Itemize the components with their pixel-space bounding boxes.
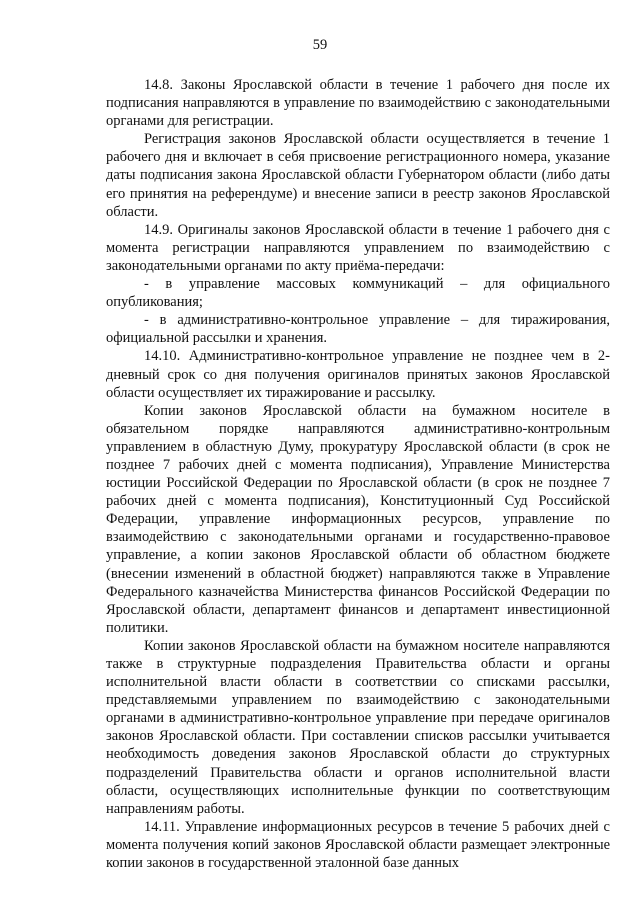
list-item-mass-communications: - в управление массовых коммуникаций – для официального опубликования;	[106, 276, 610, 311]
paragraph-copies-mandatory: Копии законов Ярославской области на бумажном носителе в обязательном порядке направляются административно-контрольным управлением в областную Думу, прокуратуру Ярославской области (в срок не позднее 7 рабочих дней с момента подписания), Управление Министерства юстиции Российской Федерации по Ярославской области (в срок не позднее 7 рабочих дней с момента подписания), Конституционный Суд Российской Федерации, управление информационных ресурсов, управление по взаимодействию с законодательными органами и государственно-правовое управление, а копии законов Ярославской области об областном бюджете (внесении изменений в областной бюджет) направляются также в Управление Федерального казначейства Министерства финансов Российской Федерации по Ярославской области, департамент финансов и департамент инвестиционной политики.	[106, 402, 610, 636]
paragraph-copies-structural: Копии законов Ярославской области на бумажном носителе направляются также в структурные подразделения Правительства области и органы исполнительной власти области в соответствии со списками рассылки, представляемыми управлением по взаимодействию с законодательными органами в административно-контрольное управление при передаче оригиналов законов Ярославской области. При составлении списков рассылки учитывается необходимость доведения законов Ярославской области до структурных подразделений Правительства области и органов исполнительной власти области, осуществляющих исполнительные функции по соответствующим направлениям работы.	[106, 637, 610, 817]
paragraph-14-8: 14.8. Законы Ярославской области в течение 1 рабочего дня после их подписания направляются в управление по взаимодействию с законодательными органами для регистрации.	[106, 77, 610, 130]
paragraph-14-9: 14.9. Оригиналы законов Ярославской области в течение 1 рабочего дня с момента регистрации направляются управлением по взаимодействию с законодательными органами по акту приёма-передачи:	[106, 221, 610, 274]
paragraph-14-10: 14.10. Административно-контрольное управление не позднее чем в 2-дневный срок со дня получения оригиналов принятых законов Ярославской области осуществляет их тиражирование и рассылку.	[106, 348, 610, 401]
paragraph-14-11: 14.11. Управление информационных ресурсов в течение 5 рабочих дней с момента получения копий законов Ярославской области размещает электронные копии законов в государственной эталонной базе данных	[106, 818, 610, 872]
paragraph-registration: Регистрация законов Ярославской области осуществляется в течение 1 рабочего дня и включает в себя присвоение регистрационного номера, указание даты подписания закона Ярославской области Губернатором области (либо даты его принятия на референдуме) и внесение записи в реестр законов Ярославской области.	[106, 131, 610, 220]
page-number: 59	[312, 37, 328, 53]
list-item-admin-control: - в административно-контрольное управление – для тиражирования, официальной рассылки и хранения.	[106, 312, 610, 347]
document-body	[106, 76, 610, 872]
